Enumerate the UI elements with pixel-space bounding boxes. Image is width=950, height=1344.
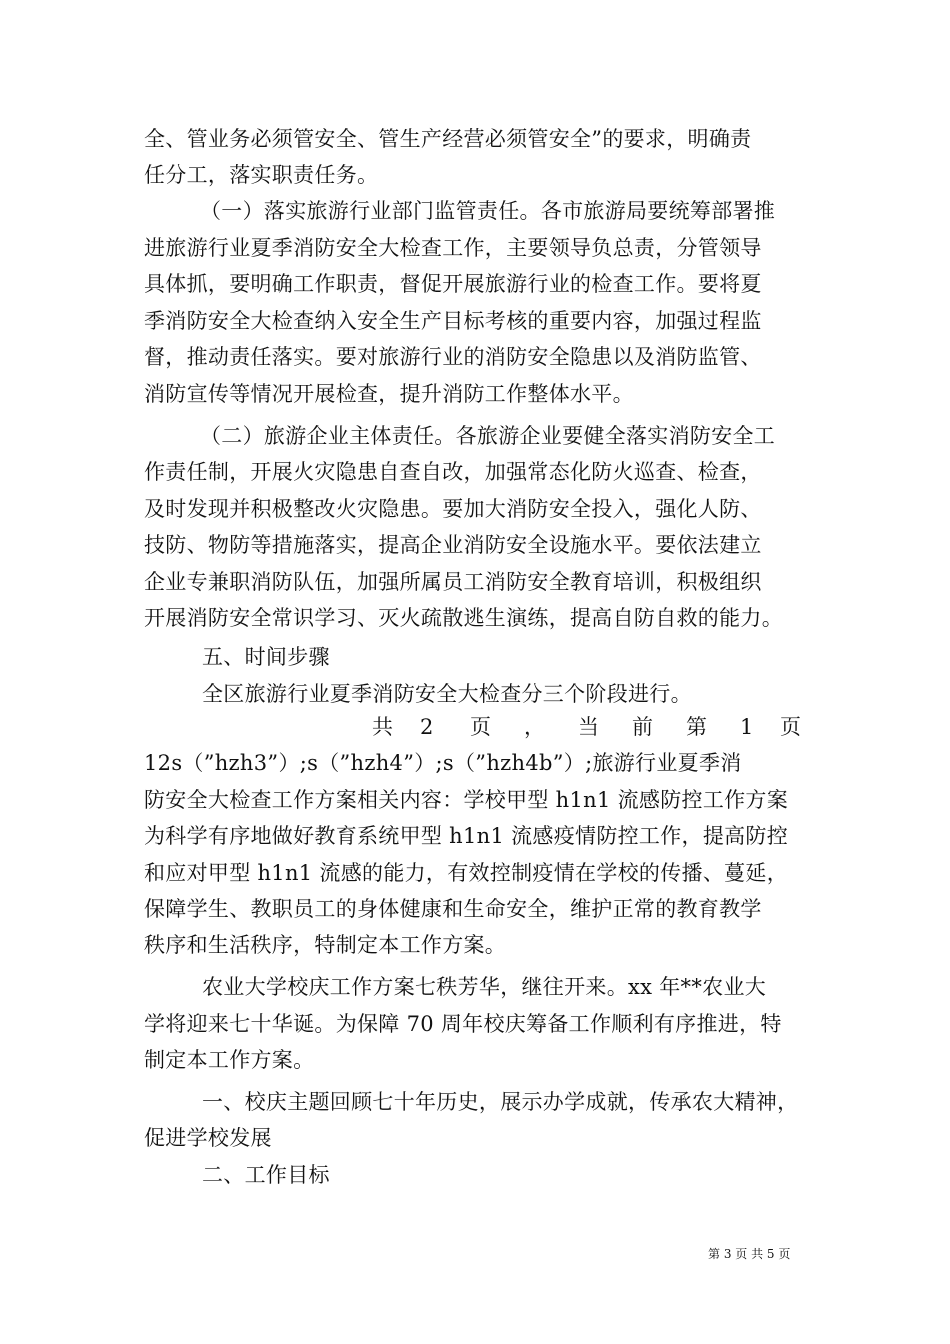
text-line: 消防宣传等情况开展检查，提升消防工作整体水平。 bbox=[144, 382, 634, 406]
text-line: 任分工，落实职责任务。 bbox=[144, 163, 379, 187]
text-line: （一）落实旅游行业部门监管责任。各市旅游局要统筹部署推 bbox=[200, 199, 776, 223]
text-line: 督，推动责任落实。要对旅游行业的消防安全隐患以及消防监管、 bbox=[144, 345, 762, 369]
text-line: 及时发现并积极整改火灾隐患。要加大消防安全投入，强化人防、 bbox=[144, 497, 762, 521]
text-line: 制定本工作方案。 bbox=[144, 1048, 315, 1072]
text-line: 具体抓，要明确工作职责，督促开展旅游行业的检查工作。要将夏 bbox=[144, 272, 762, 296]
text-line: 学将迎来七十华诞。为保障 70 周年校庆筹备工作顺利有序推进，特 bbox=[144, 1012, 782, 1036]
page-marker-char: 前 bbox=[632, 715, 653, 739]
text-line: 全区旅游行业夏季消防安全大检查分三个阶段进行。 bbox=[202, 682, 692, 706]
section-heading: 五、时间步骤 bbox=[202, 645, 330, 669]
text-line: 秩序和生活秩序，特制定本工作方案。 bbox=[144, 933, 507, 957]
text-line: 企业专兼职消防队伍，加强所属员工消防安全教育培训，积极组织 bbox=[144, 570, 762, 594]
text-line: 防安全大检查工作方案相关内容：学校甲型 h1n1 流感防控工作方案 bbox=[144, 788, 789, 812]
text-line: 技防、物防等措施落实，提高企业消防安全设施水平。要依法建立 bbox=[144, 533, 762, 557]
text-line: 进旅游行业夏季消防安全大检查工作，主要领导负总责，分管领导 bbox=[144, 236, 762, 260]
page-marker-char: 页 bbox=[780, 715, 801, 739]
text-line: 农业大学校庆工作方案七秩芳华，继往开来。xx 年**农业大 bbox=[202, 975, 767, 999]
text-line: 保障学生、教职员工的身体健康和生命安全，维护正常的教育教学 bbox=[144, 897, 762, 921]
text-line: 开展消防安全常识学习、灭火疏散逃生演练，提高自防自救的能力。 bbox=[144, 606, 783, 630]
text-line: （二）旅游企业主体责任。各旅游企业要健全落实消防安全工 bbox=[200, 424, 776, 448]
text-line: 全、管业务必须管安全、管生产经营必须管安全”的要求，明确责 bbox=[144, 127, 752, 151]
section-heading: 二、工作目标 bbox=[202, 1163, 330, 1187]
page-marker-char: 页 bbox=[470, 715, 491, 739]
page-marker-char: 1 bbox=[740, 715, 754, 739]
section-heading: 一、校庆主题回顾七十年历史，展示办学成就，传承农大精神， bbox=[202, 1090, 799, 1114]
page-marker-char: 当 bbox=[578, 715, 599, 739]
page-footer: 第 3 页 共 5 页 bbox=[708, 1247, 791, 1261]
page-marker-char: 共 bbox=[372, 715, 393, 739]
text-line: 和应对甲型 h1n1 流感的能力，有效控制疫情在学校的传播、蔓延， bbox=[144, 861, 789, 885]
text-line: 12s（”hzh3”）;s（”hzh4”）;s（”hzh4b”）;旅游行业夏季消 bbox=[144, 751, 742, 775]
page-marker-char: 第 bbox=[686, 715, 707, 739]
text-line: 促进学校发展 bbox=[144, 1126, 272, 1150]
page-marker-char: ， bbox=[524, 715, 545, 739]
text-line: 季消防安全大检查纳入安全生产目标考核的重要内容，加强过程监 bbox=[144, 309, 762, 333]
text-line: 作责任制，开展火灾隐患自查自改，加强常态化防火巡查、检查， bbox=[144, 460, 762, 484]
text-line: 为科学有序地做好教育系统甲型 h1n1 流感疫情防控工作，提高防控 bbox=[144, 824, 789, 848]
page-marker-char: 2 bbox=[420, 715, 434, 739]
